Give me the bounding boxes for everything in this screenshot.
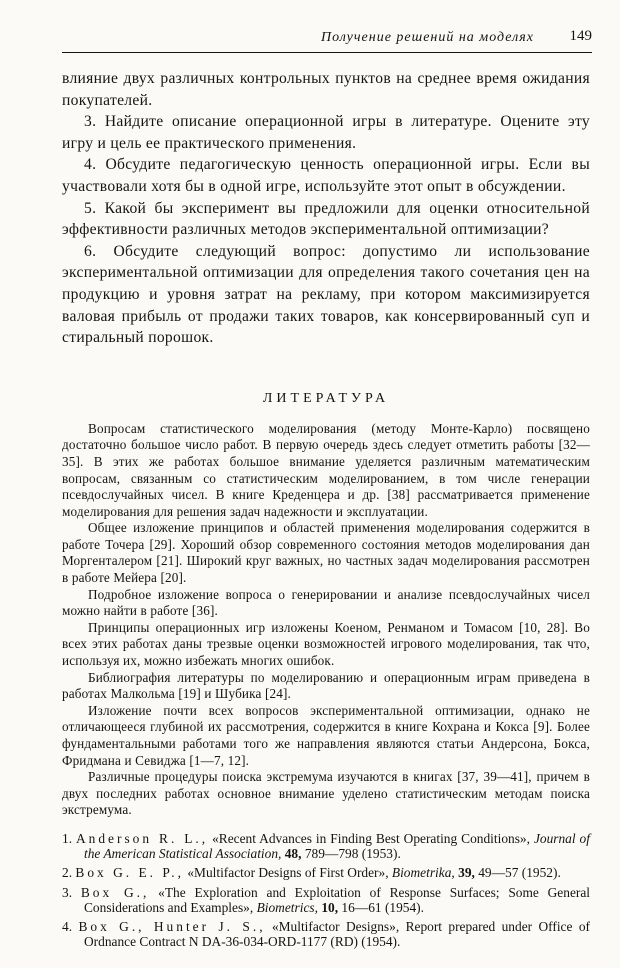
reference-number: 4. [62,918,73,934]
reference-author: Anderson R. L., [76,830,209,846]
reference-author: Box G. E. P., [75,865,184,881]
reference-pages: 16—61 (1954). [341,899,424,915]
paragraph: влияние двух различных контрольных пунктов на среднее время ожидания покупателей. [62,70,590,109]
reference-number: 1. [62,830,73,846]
reference-number: 3. [62,884,73,900]
reference-journal: Biometrics, [256,899,318,915]
reference-volume: 48, [284,846,302,862]
reference-pages: 49—57 (1952). [478,865,561,881]
reference-title: «The Exploration and Exploitation of Response Surfaces; Some General Considerations and Examples», [84,884,591,915]
exercise-item: 5. Какой бы эксперимент вы предложили для оценки относительной эффективности различных методов экспериментальной оптимизации? [62,199,590,239]
reference-number: 2. [62,865,73,881]
literature-paragraph: Изложение почти всех вопросов экспериментальной оптимизации, однако не отличающееся глубиной их рассмотрения, содержится в книге Кохрана и Кокса [9]. Более фундаментальными работами того же направления являются статьи Андерсона, Бокса, Фридмана и Севиджа [1—7, 12]. [62,702,590,768]
reference-author: Box G., [80,884,150,900]
literature-paragraph: Подробное изложение вопроса о генерировании и анализе псевдослучайных чисел можно найти в работе [36]. [62,586,590,619]
reference-item [62,919,590,949]
reference-volume: 10, [321,899,339,915]
page-header [62,26,592,53]
exercise-item: 4. Обсудите педагогическую ценность операционной игры. Если вы участвовали хотя бы в одной игре, используйте этот опыт в обсуждении. [62,156,590,195]
reference-item [62,885,590,915]
reference-title: «Multifactor Designs», Report prepared under Office of Ordnance Contract N DA-36-034-ORD-1177 (RD) (1954). [84,918,590,950]
running-head: Получение решений на моделях [320,30,534,45]
reference-item [62,831,590,861]
literature-review [62,421,590,819]
literature-paragraph: Различные процедуры поиска экстремума изучаются в книгах [37, 39—41], причем в двух последних работах основное внимание уделено статистическим методам поиска экстремума. [62,769,590,818]
literature-paragraph: Принципы операционных игр изложены Коеном, Ренманом и Томасом [10, 28]. Во всех этих работах даны трезвые оценки возможностей игрового моделирования, так что, используя их, можно избежать многих ошибок. [62,619,590,669]
literature-paragraph: Библиография литературы по моделированию и операционным играм приведена в работах Малкольма [19] и Шубика [24]. [62,669,590,702]
reference-pages: 789—798 (1953). [304,846,401,862]
reference-volume: 39, [458,865,475,881]
reference-list [62,831,590,949]
reference-journal: Journal of the American Statistical Association, [84,830,590,862]
reference-item [62,865,590,880]
section-title: ЛИТЕРАТУРА [262,390,390,406]
page-number: 149 [569,28,592,44]
exercise-text [62,68,590,349]
literature-paragraph: Общее изложение принципов и областей применения моделирования содержится в работе Точера [29]. Хороший обзор современного состояния методов моделирования дан Моргенталером [21]. Широкий круг важных, но частных задач моделирования рассмотрен в работе Мейера [20]. [62,520,590,586]
reference-journal: Biometrika, [391,865,455,881]
page-content [62,68,590,953]
reference-title: «Multifactor Designs of First Order», [187,865,389,881]
reference-title: «Recent Advances in Finding Best Operating Conditions», [212,830,530,846]
literature-paragraph: Вопросам статистического моделирования (методу Монте-Карло) посвящено достаточно большое число работ. В первую очередь здесь следует отметить работы [32—35]. В этих же работах большое внимание уделяется различным математическим вопросам, связанным со статистическим моделированием, в том числе генерации псевдослучайных чисел. В книге Креденцера и др. [38] рассматривается применение моделирования для решения задач надежности и эксплуатации. [62,420,590,519]
exercise-item: 6. Обсудите следующий вопрос: допустимо ли использование экспериментальной оптимизации для определения такого сочетания цен на продукцию и уровня затрат на рекламу, при котором максимизируется валовая прибыль от продажи таких товаров, как консервированный суп и стиральный порошок. [62,242,590,347]
reference-author: Box G., Hunter J. S., [78,918,266,934]
exercise-item: 3. Найдите описание операционной игры в литературе. Оцените эту игру и цель ее практического применения. [62,113,590,152]
